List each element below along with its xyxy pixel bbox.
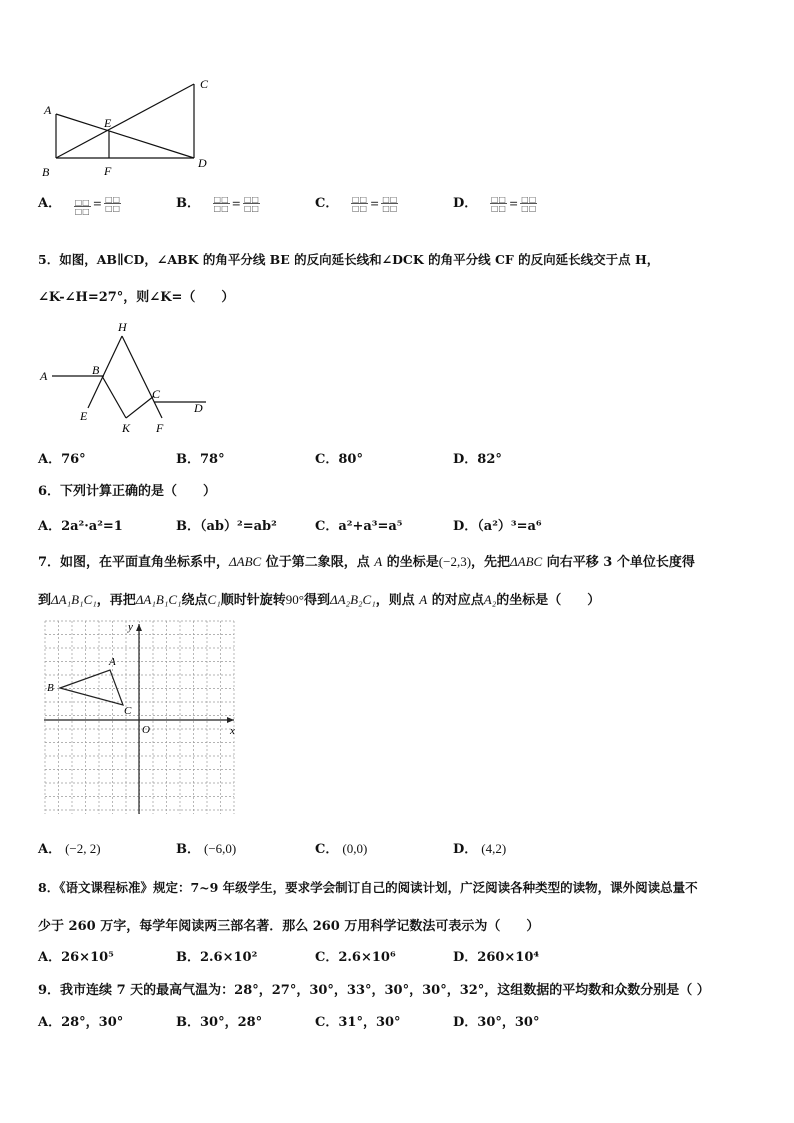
- label-D: D: [194, 401, 203, 415]
- q9-stem: 9．我市连续 7 天的最高气温为：28°，27°，30°，33°，30°，30°，32°，这组数据的平均数和众数分别是（ ）: [38, 983, 710, 998]
- q5-stem-line1: 5．如图，AB∥CD，∠ABK 的角平分线 BE 的反向延长线和∠DCK 的角平分线 CF 的反向延长线交于点 H，: [38, 252, 660, 267]
- q8-stem-line2: 少于 260 万字，每学年阅读两三部名著．那么 260 万用科学记数法可表示为（ ）: [38, 919, 540, 934]
- figure-q4: [36, 70, 226, 180]
- label-C: C: [152, 387, 161, 401]
- q5-option-a[interactable]: A．76°: [38, 452, 86, 467]
- label-x: x: [230, 725, 235, 737]
- q6-option-c[interactable]: C．a²+a³=a⁵: [315, 519, 403, 534]
- fraction: $\frac{□□}{□□}$: [74, 197, 90, 216]
- q4-option-d[interactable]: D． $\frac{□□}{□□}$ = $\frac{□□}{□□}$: [453, 194, 537, 213]
- fraction: $\frac{□□}{□□}$: [243, 194, 259, 213]
- label-B: B: [92, 363, 100, 377]
- fraction: $\frac{□□}{□□}$: [213, 194, 229, 213]
- label-A: A: [109, 656, 116, 668]
- fraction: $\frac{□□}{□□}$: [382, 194, 398, 213]
- fraction: $\frac{□□}{□□}$: [104, 194, 121, 213]
- label-A: A: [40, 369, 48, 383]
- label-H: H: [118, 320, 127, 334]
- q6-stem: 6．下列计算正确的是（ ）: [38, 484, 217, 499]
- label-O: O: [142, 724, 150, 736]
- q8-option-c[interactable]: C．2.6×10⁶: [315, 950, 396, 965]
- q7-option-a[interactable]: A． (−2, 2): [38, 841, 101, 857]
- q7-option-d[interactable]: D． (4,2): [453, 841, 507, 857]
- label-E: E: [80, 409, 88, 423]
- label-C: C: [200, 77, 209, 91]
- q6-option-d[interactable]: D．（a²）³=a⁶: [453, 519, 542, 534]
- fraction: $\frac{□□}{□□}$: [351, 194, 368, 213]
- q6-option-b[interactable]: B．（ab）²=ab²: [176, 519, 277, 534]
- label-F: F: [104, 164, 112, 178]
- q4-option-a[interactable]: A． $\frac{□□}{□□}$ = $\frac{□□}{□□}$: [38, 194, 121, 216]
- q8-option-b[interactable]: B．2.6×10²: [176, 950, 258, 965]
- label-y: y: [128, 621, 133, 633]
- q5-option-d[interactable]: D．82°: [453, 452, 502, 467]
- fraction: $\frac{□□}{□□}$: [521, 194, 537, 213]
- q9-option-d[interactable]: D．30°，30°: [453, 1015, 540, 1030]
- q7-stem-line1: 7．如图，在平面直角坐标系中，ΔABC 位于第二象限，点 A 的坐标是(−2,3)，先把ΔABC 向右平移 3 个单位长度得: [38, 554, 695, 570]
- q5-option-c[interactable]: C．80°: [315, 452, 363, 467]
- fraction: $\frac{□□}{□□}$: [490, 194, 506, 213]
- q6-option-a[interactable]: A．2a²·a²=1: [38, 519, 123, 534]
- q9-option-c[interactable]: C．31°，30°: [315, 1015, 401, 1030]
- q5-stem-line2: ∠K-∠H=27°，则∠K=（ ）: [38, 290, 235, 305]
- q7-option-c[interactable]: C． (0,0): [315, 841, 368, 857]
- label-E: E: [104, 116, 112, 130]
- q9-option-a[interactable]: A．28°，30°: [38, 1015, 124, 1030]
- q9-option-b[interactable]: B．30°，28°: [176, 1015, 263, 1030]
- q4-option-b[interactable]: B． $\frac{□□}{□□}$ = $\frac{□□}{□□}$: [176, 194, 259, 213]
- label-D: D: [198, 156, 207, 170]
- label-K: K: [122, 421, 131, 435]
- label-B: B: [47, 682, 54, 694]
- q7-option-b[interactable]: B． (−6,0): [176, 841, 237, 857]
- q8-option-d[interactable]: D．260×10⁴: [453, 950, 540, 965]
- label-F: F: [156, 421, 164, 435]
- figure-q5: [36, 316, 216, 438]
- q7-stem-line2: 到ΔA₁B₁C₁，再把ΔA₁B₁C₁绕点C₁顺时针旋转90°得到ΔA₂B₂C₁，则点 A 的对应点A₂的坐标是（ ）: [38, 592, 601, 608]
- figure-q7-coordinate-grid: [44, 620, 244, 816]
- label-B: B: [42, 165, 50, 179]
- q8-stem-line1: 8．《语文课程标准》规定：7~9 年级学生，要求学会制订自己的阅读计划，广泛阅读各种类型的读物，课外阅读总量不: [38, 880, 698, 895]
- q4-option-c[interactable]: C． $\frac{□□}{□□}$ = $\frac{□□}{□□}$: [315, 194, 398, 213]
- label-C: C: [124, 705, 132, 717]
- q8-option-a[interactable]: A．26×10⁵: [38, 950, 114, 965]
- q5-option-b[interactable]: B．78°: [176, 452, 225, 467]
- label-A: A: [44, 103, 52, 117]
